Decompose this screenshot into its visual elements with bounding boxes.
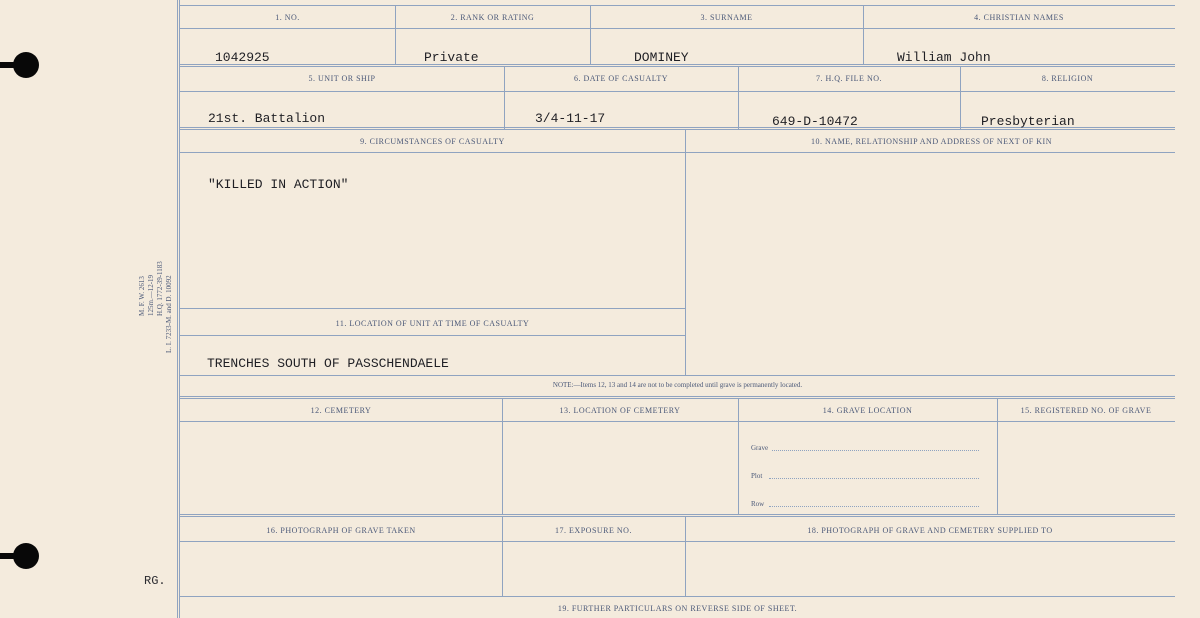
row2-header-line: [180, 91, 1175, 92]
value-date-casualty: 3/4-11-17: [535, 111, 606, 126]
note-text: NOTE:—Items 12, 13 and 14 are not to be completed until grave is permanently located.: [552, 381, 803, 389]
value-religion: Presbyterian: [981, 114, 1075, 129]
grave-label: Grave: [751, 444, 769, 452]
punch-hole-bottom-binding: [0, 553, 20, 559]
header-photo-supplied: 18. PHOTOGRAPH OF GRAVE AND CEMETERY SUPPLIED TO: [807, 526, 1053, 535]
plot-dotted-line: [769, 478, 979, 479]
side-note-4: L. I. 7233-M. and D. 10092: [165, 275, 173, 353]
header-cemetery: 12. CEMETERY: [310, 406, 372, 415]
row6-bottom-line: [180, 596, 1175, 597]
value-no: 1042925: [215, 50, 270, 65]
plot-label: Plot: [751, 472, 763, 480]
row5-divider-1: [502, 398, 503, 515]
header-religion: 8. RELIGION: [1041, 74, 1094, 83]
row3-header-line: [180, 152, 1175, 153]
header-registered-no: 15. REGISTERED NO. OF GRAVE: [1020, 406, 1152, 415]
row1-top-line: [180, 5, 1175, 6]
header-location-cemetery: 13. LOCATION OF CEMETERY: [559, 406, 681, 415]
header-location-unit: 11. LOCATION OF UNIT AT TIME OF CASUALTY: [335, 319, 530, 328]
grave-dotted-line: [772, 450, 979, 451]
row3-divider: [685, 130, 686, 375]
header-photo-taken: 16. PHOTOGRAPH OF GRAVE TAKEN: [266, 526, 416, 535]
value-location-unit: TRENCHES SOUTH OF PASSCHENDAELE: [207, 356, 449, 371]
value-christian-names: William John: [897, 50, 991, 65]
header-surname: 3. SURNAME: [700, 13, 753, 22]
value-rank: Private: [424, 50, 479, 65]
side-note-1: M. F. W. 2613: [138, 276, 146, 316]
row-dotted-line: [769, 506, 979, 507]
header-rank: 2. RANK OR RATING: [450, 13, 535, 22]
row1-header-line: [180, 28, 1175, 29]
value-circumstances: "KILLED IN ACTION": [208, 177, 349, 192]
header-grave-location: 14. GRAVE LOCATION: [822, 406, 913, 415]
value-surname: DOMINEY: [634, 50, 689, 65]
value-unit: 21st. Battalion: [208, 111, 326, 126]
row4-header-line: [180, 335, 685, 336]
row5-bottom-line: [180, 514, 1175, 517]
side-note-2: 125m.—12-19: [147, 274, 155, 316]
header-christian-names: 4. CHRISTIAN NAMES: [974, 13, 1064, 22]
header-unit: 5. UNIT OR SHIP: [308, 74, 376, 83]
header-next-of-kin: 10. NAME, RELATIONSHIP AND ADDRESS OF NEXT OF KIN: [811, 137, 1052, 146]
row4-top-line: [180, 308, 685, 309]
header-hq-file: 7. H.Q. FILE NO.: [816, 74, 882, 83]
header-circumstances: 9. CIRCUMSTANCES OF CASUALTY: [360, 137, 505, 146]
header-exposure: 17. EXPOSURE NO.: [555, 526, 632, 535]
row5-divider-2: [738, 398, 739, 515]
note-top-line: [180, 375, 1175, 376]
row-label: Row: [751, 500, 765, 508]
row6-header-line: [180, 541, 1175, 542]
row5-divider-3: [997, 398, 998, 515]
value-hq-file: 649-D-10472: [772, 114, 858, 129]
header-no: 1. NO.: [275, 13, 300, 22]
row5-header-line: [180, 421, 1175, 422]
footer-code: RG.: [144, 574, 166, 588]
punch-hole-top-binding: [0, 62, 20, 68]
header-date-casualty: 6. DATE OF CASUALTY: [573, 74, 669, 83]
footer-further-particulars: 19. FURTHER PARTICULARS ON REVERSE SIDE OF SHEET.: [557, 604, 798, 613]
side-note-3: H.Q. 1772-39-1183: [156, 261, 164, 316]
row5-top-line: [180, 396, 1175, 399]
